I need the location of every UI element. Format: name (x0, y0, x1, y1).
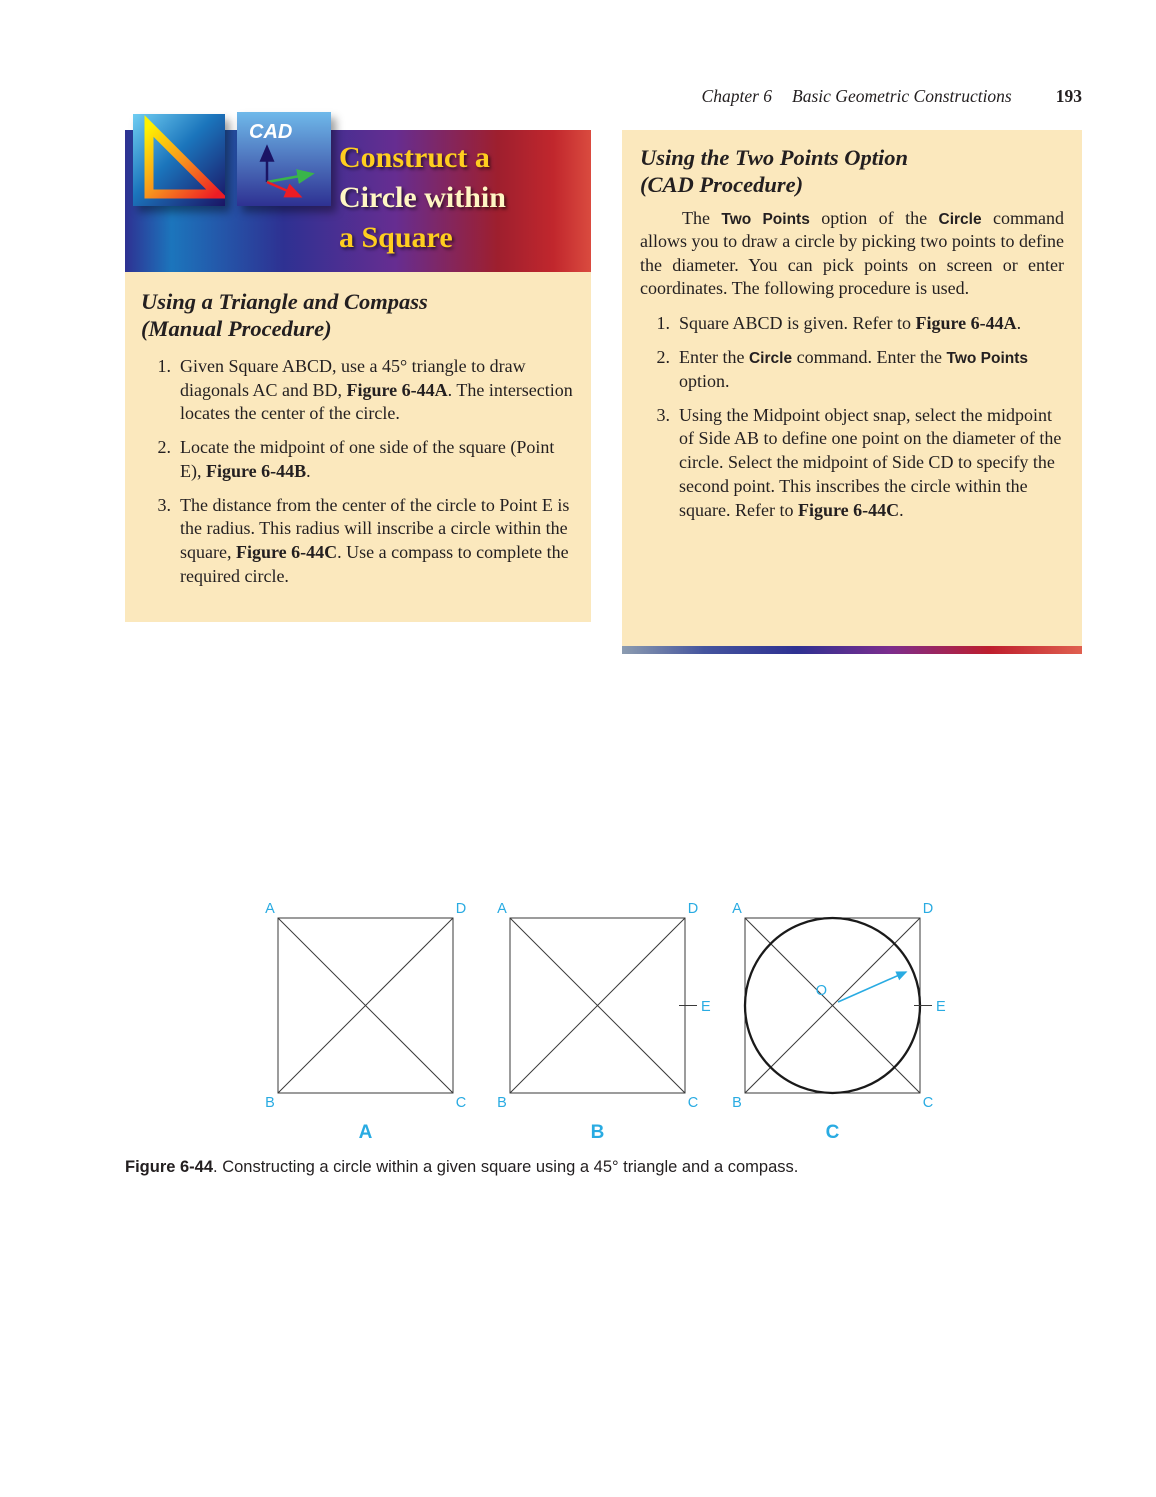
text-segment: . Use a compass to complete the required circle. (180, 542, 569, 586)
page-number: 193 (1055, 86, 1082, 106)
procedure-step (640, 346, 1064, 394)
banner-title-line-3: a Square (339, 221, 453, 254)
step-text (679, 346, 1064, 394)
step-text (679, 404, 1064, 523)
corner-label-a: A (265, 901, 275, 917)
midpoint-label-e: E (701, 999, 711, 1015)
figure-6-44c (725, 900, 960, 1143)
step-number: 2. (656, 347, 670, 368)
text-segment: Square ABCD is given. Refer to (679, 313, 916, 334)
banner-title (339, 138, 506, 258)
procedure-step (141, 436, 575, 484)
corner-label-d: D (687, 901, 699, 917)
manual-heading-line-2: (Manual Procedure) (141, 316, 332, 342)
triangle-icon-graphic (133, 114, 225, 206)
figure-6-44b (490, 900, 725, 1143)
text-segment: option. (679, 370, 730, 391)
figure-a-diagram (258, 900, 493, 1112)
cad-section-heading (640, 144, 1064, 199)
corner-label-a: A (497, 901, 507, 917)
figure-b-label: B (590, 1122, 605, 1143)
cad-icon-label: CAD (249, 121, 293, 143)
emphasis-text: Circle (938, 210, 982, 228)
procedure-step (141, 494, 575, 589)
emphasis-text: Figure 6-44A (346, 379, 448, 400)
corner-label-a: A (732, 901, 742, 917)
figure-b-diagram (490, 900, 725, 1112)
step-text (180, 436, 575, 484)
corner-label-c: C (922, 1095, 934, 1111)
corner-label-d: D (922, 901, 934, 917)
figure-6-44a (258, 900, 493, 1143)
text-segment: . (306, 460, 311, 481)
step-number: 3. (157, 494, 171, 515)
corner-label-b: B (732, 1095, 742, 1111)
figure-6-44 (0, 900, 1156, 1156)
step-number: 1. (656, 313, 670, 334)
banner-title-line-2: Circle within (339, 181, 506, 214)
text-segment: Using the Midpoint object snap, select the midpoint of Side AB to define one point on the diameter of the circle. Select the midpoint of Side CD to specify the second point. This inscribes the circle within the square. Refer to (679, 404, 1062, 520)
chapter-label: Chapter 6 (701, 86, 773, 106)
text-segment: . (1016, 313, 1022, 334)
cad-icon-graphic (237, 112, 331, 206)
figure-a-label: A (358, 1122, 373, 1143)
corner-label-c: C (687, 1095, 699, 1111)
corner-label-b: B (265, 1095, 275, 1111)
cad-heading-line-2: (CAD Procedure) (640, 172, 804, 198)
cad-axis-down (267, 182, 299, 196)
corner-label-d: D (455, 901, 467, 917)
procedure-step (640, 312, 1064, 336)
step-text (180, 494, 575, 589)
step-number: 1. (157, 355, 171, 376)
step-text (180, 355, 575, 426)
cad-procedure-steps (640, 312, 1064, 522)
section-banner (125, 121, 591, 272)
manual-procedure-section (125, 272, 591, 622)
cad-intro-paragraph (640, 207, 1064, 301)
text-segment: Given Square ABCD, use a 45° triangle to draw diagonals AC and BD, (180, 355, 526, 400)
emphasis-text: Circle (748, 350, 793, 368)
emphasis-text: Figure 6-44B (206, 460, 307, 481)
corner-label-b: B (497, 1095, 507, 1111)
cad-axis-right (267, 174, 311, 182)
left-column (125, 121, 591, 622)
emphasis-text: Two Points (946, 350, 1029, 368)
manual-heading-line-1: Using a Triangle and Compass (141, 289, 428, 314)
set-square-shape (149, 126, 217, 194)
midpoint-label-e: E (936, 999, 946, 1015)
section-divider-bar (622, 646, 1082, 654)
text-segment: The distance from the center of the circle to Point E is the radius. This radius will inscribe a circle within the square, (180, 494, 570, 563)
procedure-step (640, 404, 1064, 523)
step-text (679, 312, 1064, 336)
emphasis-text: Figure 6-44C (235, 542, 338, 563)
figure-caption-text: . Constructing a circle within a given square using a 45° triangle and a compass. (213, 1158, 799, 1176)
chapter-title: Basic Geometric Constructions (792, 86, 1012, 106)
figure-c-label: C (825, 1122, 840, 1143)
text-segment: . The intersection locates the center of the circle. (180, 379, 573, 424)
emphasis-text: Two Points (721, 210, 810, 228)
emphasis-text: Figure 6-44C (797, 499, 900, 520)
cad-icon (237, 112, 331, 206)
manual-section-heading (141, 288, 575, 343)
step-number: 2. (157, 437, 171, 458)
drafting-triangle-icon (133, 114, 225, 206)
text-segment: command. Enter the (792, 347, 947, 368)
cad-heading-line-1: Using the Two Points Option (640, 145, 908, 170)
manual-procedure-steps (141, 355, 575, 589)
banner-title-line-1: Construct a (339, 141, 490, 174)
text-segment: Enter the (679, 347, 749, 368)
procedure-step (141, 355, 575, 426)
text-segment: option of the (809, 207, 939, 228)
text-segment: Locate the midpoint of one side of the square (Point E), (180, 437, 555, 481)
text-segment: The (682, 207, 722, 228)
cad-procedure-section (622, 130, 1082, 654)
figure-caption-number: Figure 6-44 (125, 1158, 214, 1176)
step-number: 3. (656, 404, 670, 425)
running-head (0, 86, 1082, 107)
text-segment: command allows you to draw a circle by picking two points to define the diameter. You can pick points on screen or enter coordinates. The following procedure is used. (640, 207, 1064, 299)
figure-caption (125, 1158, 1065, 1177)
corner-label-c: C (455, 1095, 467, 1111)
text-segment: . (899, 499, 904, 520)
center-label-o: O (815, 983, 827, 999)
emphasis-text: Figure 6-44A (915, 313, 1017, 334)
radius-arrow (838, 972, 906, 1002)
figure-c-diagram (725, 900, 960, 1112)
